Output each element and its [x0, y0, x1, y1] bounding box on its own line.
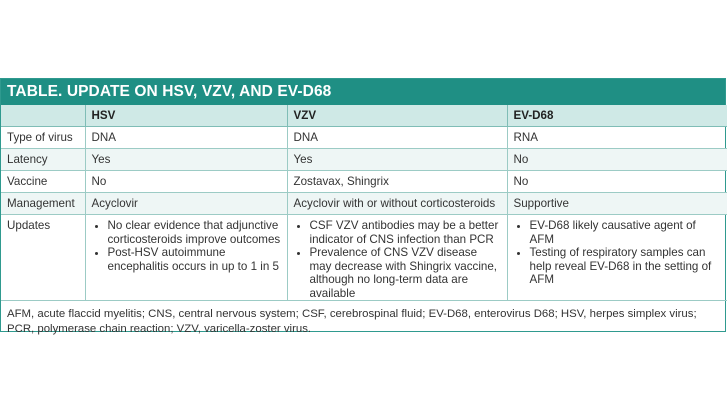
virus-table	[1, 105, 727, 301]
list-item: • Post-HSV autoimmune encephalitis occurs in up to 1 in 5	[108, 246, 281, 273]
update-list-ev-d68	[514, 219, 722, 287]
list-item: • No clear evidence that adjunctive corticosteroids improve outcomes	[108, 219, 281, 246]
cell-vzv: Acyclovir with or without corticosteroids	[287, 193, 507, 215]
table-row	[1, 127, 727, 149]
header-cell-ev-d68: EV-D68	[507, 105, 727, 127]
cell-ev-d68: RNA	[507, 127, 727, 149]
table-title: TABLE. UPDATE ON HSV, VZV, AND EV-D68	[1, 79, 725, 105]
cell-vzv: DNA	[287, 127, 507, 149]
row-label: Management	[1, 193, 85, 215]
list-item: • EV-D68 likely causative agent of AFM	[530, 219, 722, 246]
cell-hsv: No	[85, 171, 287, 193]
table-frame	[0, 78, 726, 335]
cell-vzv: Zostavax, Shingrix	[287, 171, 507, 193]
update-list-hsv	[92, 219, 281, 273]
table-row	[1, 171, 727, 193]
table-row	[1, 193, 727, 215]
row-label: Type of virus	[1, 127, 85, 149]
cell-ev-d68: No	[507, 171, 727, 193]
list-item: • Testing of respiratory samples can help reveal EV-D68 in the setting of AFM	[530, 246, 722, 287]
table-row	[1, 149, 727, 171]
header-cell-empty	[1, 105, 85, 127]
row-label: Latency	[1, 149, 85, 171]
cell-vzv-updates	[287, 215, 507, 301]
row-label: Vaccine	[1, 171, 85, 193]
cell-vzv: Yes	[287, 149, 507, 171]
list-item: • CSF VZV antibodies may be a better indicator of CNS infection than PCR	[310, 219, 501, 246]
cell-hsv: DNA	[85, 127, 287, 149]
cell-hsv-updates	[85, 215, 287, 301]
cell-hsv: Acyclovir	[85, 193, 287, 215]
cell-ev-d68: Supportive	[507, 193, 727, 215]
list-item: • Prevalence of CNS VZV disease may decrease with Shingrix vaccine, although no long-term data are available	[310, 246, 501, 300]
header-cell-vzv: VZV	[287, 105, 507, 127]
cell-ev-d68-updates	[507, 215, 727, 301]
update-list-vzv	[294, 219, 501, 300]
header-row	[1, 105, 727, 127]
row-label: Updates	[1, 215, 85, 301]
table-footnote: AFM, acute flaccid myelitis; CNS, central nervous system; CSF, cerebrospinal fluid; EV-D68, enterovirus D68; HSV, herpes simplex virus; PCR, polymerase chain reaction; VZV, varicella-zoster virus.	[7, 308, 697, 335]
header-cell-hsv: HSV	[85, 105, 287, 127]
table-row-updates	[1, 215, 727, 301]
cell-hsv: Yes	[85, 149, 287, 171]
cell-ev-d68: No	[507, 149, 727, 171]
